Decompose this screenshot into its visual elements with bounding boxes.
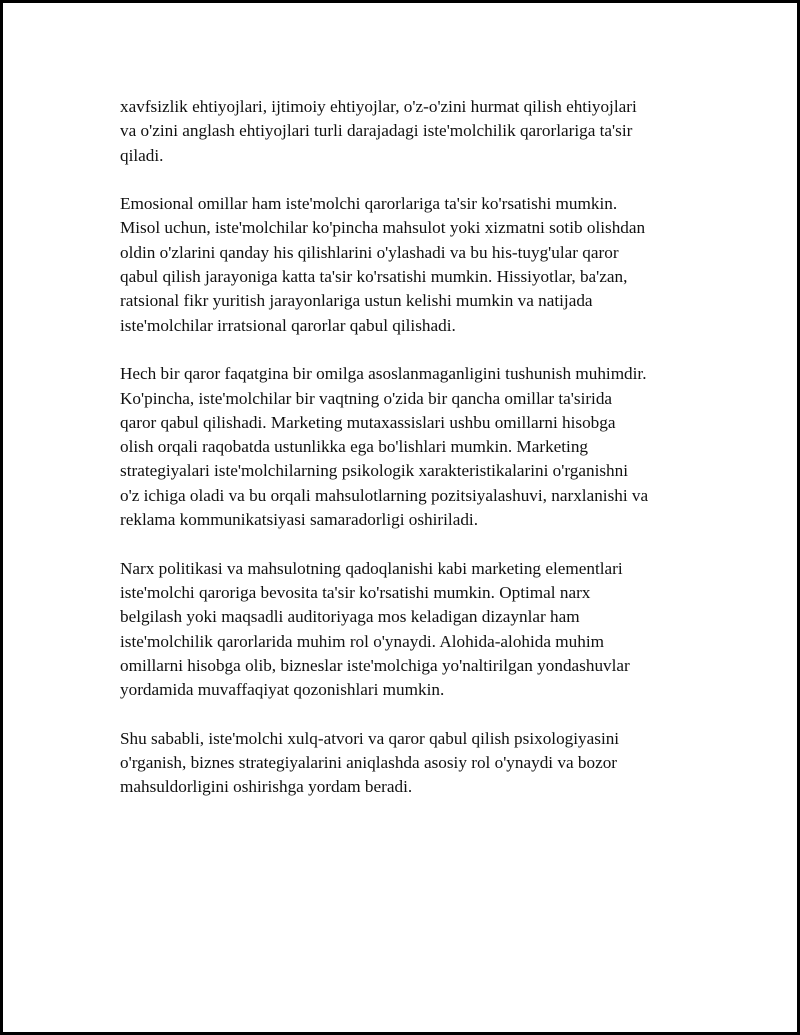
- text-line: qiladi.: [120, 145, 164, 165]
- text-line: omillarni hisobga olib, bizneslar iste'molchiga yo'naltirilgan yondashuvlar: [120, 655, 630, 675]
- text-line: Ko'pincha, iste'molchilar bir vaqtning o'zida bir qancha omillar ta'sirida: [120, 388, 613, 408]
- text-line: qaror qabul qilishadi. Marketing mutaxassislari ushbu omillarni hisobga: [120, 412, 616, 432]
- text-line: iste'molchi qaroriga bevosita ta'sir ko'rsatishi mumkin. Optimal narx: [120, 582, 591, 602]
- text-line: xavfsizlik ehtiyojlari, ijtimoiy ehtiyojlar, o'z-o'zini hurmat qilish ehtiyojlari: [120, 97, 637, 116]
- text-line: oldin o'zlarini qanday his qilishlarini o'ylashadi va bu his-tuyg'ular qaror: [120, 242, 619, 262]
- text-line: Hech bir qaror faqatgina bir omilga asoslanmaganligini tushunish muhimdir.: [120, 364, 647, 384]
- text-line: iste'molchilik qarorlarida muhim rol o'ynaydi. Alohida-alohida muhim: [120, 631, 605, 651]
- text-line: strategiyalari iste'molchilarning psikologik xarakteristikalarini o'rganishni: [120, 461, 629, 481]
- text-line: va o'zini anglash ehtiyojlari turli darajadagi iste'molchilik qarorlariga ta'sir: [120, 121, 633, 141]
- paragraph-5: [120, 727, 700, 800]
- text-line: Emosional omillar ham iste'molchi qarorlariga ta'sir ko'rsatishi mumkin.: [120, 194, 618, 214]
- text-line: ratsional fikr yuritish jarayonlariga ustun kelishi mumkin va natijada: [120, 291, 593, 311]
- text-line: yordamida muvaffaqiyat qozonishlari mumkin.: [120, 680, 445, 700]
- text-line: qabul qilish jarayoniga katta ta'sir ko'rsatishi mumkin. Hissiyotlar, ba'zan,: [120, 267, 628, 287]
- text-line: belgilash yoki maqsadli auditoriyaga mos keladigan dizaynlar ham: [120, 607, 580, 627]
- text-line: o'rganish, biznes strategiyalarini aniqlashda asosiy rol o'ynaydi va bozor: [120, 753, 618, 773]
- text-line: Narx politikasi va mahsulotning qadoqlanishi kabi marketing elementlari: [120, 558, 623, 578]
- paragraph-3: [120, 362, 700, 532]
- text-line: Shu sababli, iste'molchi xulq-atvori va qaror qabul qilish psixologiyasini: [120, 728, 620, 748]
- text-line: iste'molchilar irratsional qarorlar qabul qilishadi.: [120, 315, 456, 335]
- text-line: olish orqali raqobatda ustunlikka ega bo'lishlari mumkin. Marketing: [120, 437, 589, 457]
- text-line: mahsuldorligini oshirishga yordam beradi.: [120, 777, 413, 797]
- text-line: o'z ichiga oladi va bu orqali mahsulotlarning pozitsiyalashuvi, narxlanishi va: [120, 485, 649, 505]
- text-line: Misol uchun, iste'molchilar ko'pincha mahsulot yoki xizmatni sotib olishdan: [120, 218, 646, 238]
- document-body: [120, 95, 700, 824]
- paragraph-4: [120, 557, 700, 703]
- paragraph-2: [120, 192, 700, 338]
- paragraph-1: [120, 95, 700, 168]
- text-line: reklama kommunikatsiyasi samaradorligi oshiriladi.: [120, 510, 478, 530]
